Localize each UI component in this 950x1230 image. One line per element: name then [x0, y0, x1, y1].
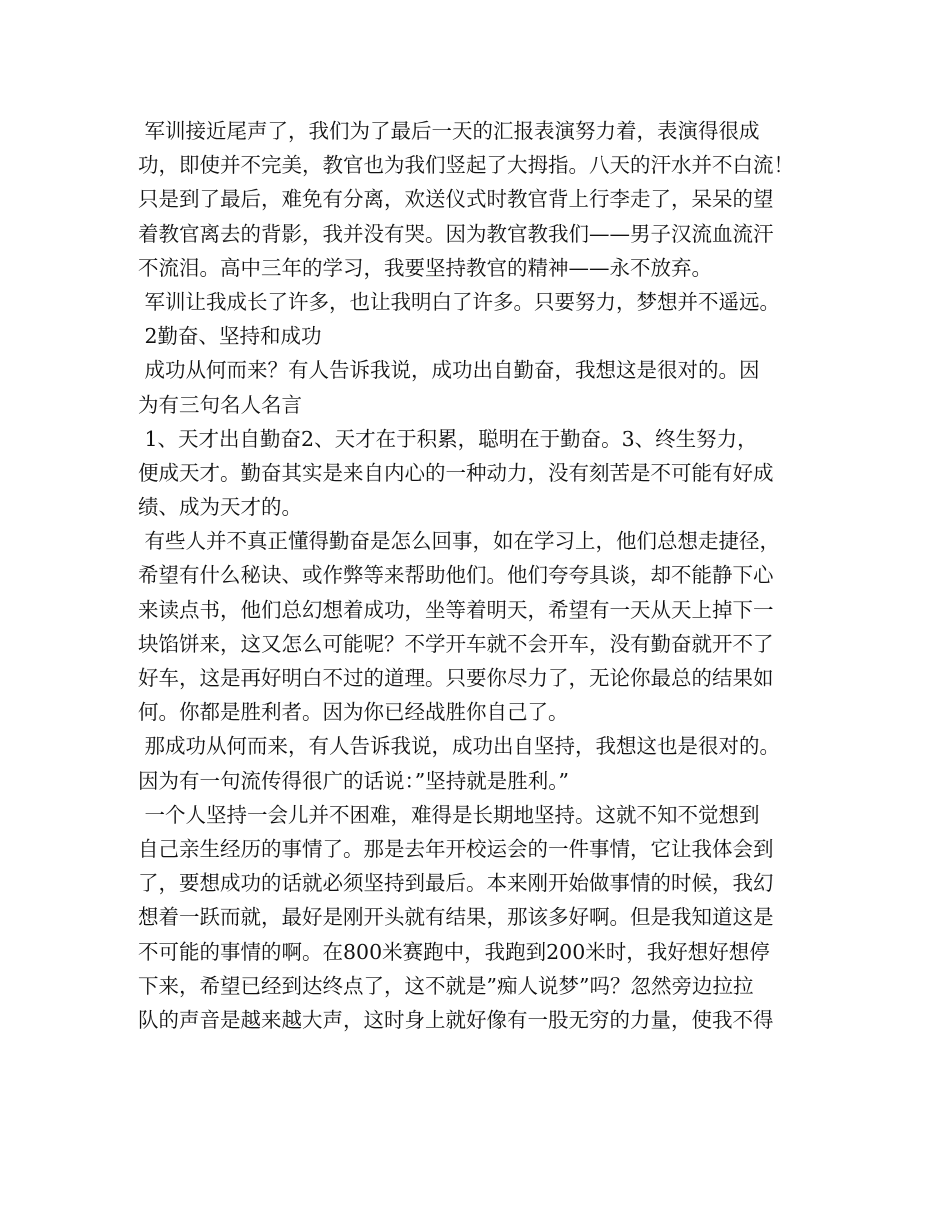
text-line: 那成功从何而来，有人告诉我说，成功出自坚持，我想这也是很对的。 — [138, 734, 781, 759]
text-line: 军训接近尾声了，我们为了最后一天的汇报表演努力着，表演得很成 — [138, 119, 760, 143]
text-line: 军训让我成长了许多，也让我明白了许多。只要努力，梦想并不遥远。 — [138, 289, 781, 314]
text-line: 成功从何而来？有人告诉我说，成功出自勤奋，我想这是很对的。因 — [138, 358, 760, 383]
text-line: 功，即使并不完美，教官也为我们竖起了大拇指。八天的汗水并不白流！ — [138, 153, 794, 178]
text-line: 块馅饼来，这又怎么可能呢？不学开车就不会开车，没有勤奋就开不了 — [138, 631, 774, 656]
document-page — [138, 114, 828, 1037]
text-line: 着教官离去的背影，我并没有哭。因为教官教我们——男子汉流血流汗 — [138, 221, 774, 246]
text-line: 来读点书，他们总幻想着成功，坐等着明天，希望有一天从天上掉下一 — [138, 597, 774, 622]
text-line: 为有三句名人名言 — [138, 392, 302, 417]
text-line: 想着一跃而就，最好是刚开头就有结果，那该多好啊。但是我知道这是 — [138, 905, 774, 930]
text-line: 只是到了最后，难免有分离，欢送仪式时教官背上行李走了，呆呆的望 — [138, 187, 774, 212]
text-line: 何。你都是胜利者。因为你已经战胜你自己了。 — [138, 700, 569, 725]
text-line: 了，要想成功的话就必须坚持到最后。本来刚开始做事情的时候，我幻 — [138, 871, 774, 896]
text-line: 不流泪。高中三年的学习，我要坚持教官的精神——永不放弃。 — [138, 255, 712, 280]
text-line: 不可能的事情的啊。在800米赛跑中，我跑到200米时，我好想好想停 — [138, 939, 770, 964]
section-heading: 2勤奋、坚持和成功 — [138, 324, 322, 349]
text-line: 因为有一句流传得很广的话说：”坚持就是胜利。” — [138, 768, 569, 793]
text-line: 有些人并不真正懂得勤奋是怎么回事，如在学习上，他们总想走捷径， — [138, 529, 781, 554]
text-line: 便成天才。勤奋其实是来自内心的一种动力，没有刻苦是不可能有好成 — [138, 460, 774, 485]
text-line: 1、天才出自勤奋2、天才在于积累，聪明在于勤奋。3、终生努力， — [138, 426, 758, 451]
text-line: 好车，这是再好明白不过的道理。只要你尽力了，无论你最总的结果如 — [138, 666, 774, 690]
text-line: 自己亲生经历的事情了。那是去年开校运会的一件事情，它让我体会到 — [138, 836, 774, 861]
text-line: 下来，希望已经到达终点了，这不就是”痴人说梦”吗？忽然旁边拉拉 — [138, 973, 754, 998]
text-line: 希望有什么秘诀、或作弊等来帮助他们。他们夸夸具谈，却不能静下心 — [138, 563, 774, 588]
text-line: 队的声音是越来越大声，这时身上就好像有一股无穷的力量，使我不得 — [138, 1007, 774, 1032]
text-line: 绩、成为天才的。 — [138, 495, 302, 520]
text-line: 一个人坚持一会儿并不困难，难得是长期地坚持。这就不知不觉想到 — [138, 802, 760, 827]
